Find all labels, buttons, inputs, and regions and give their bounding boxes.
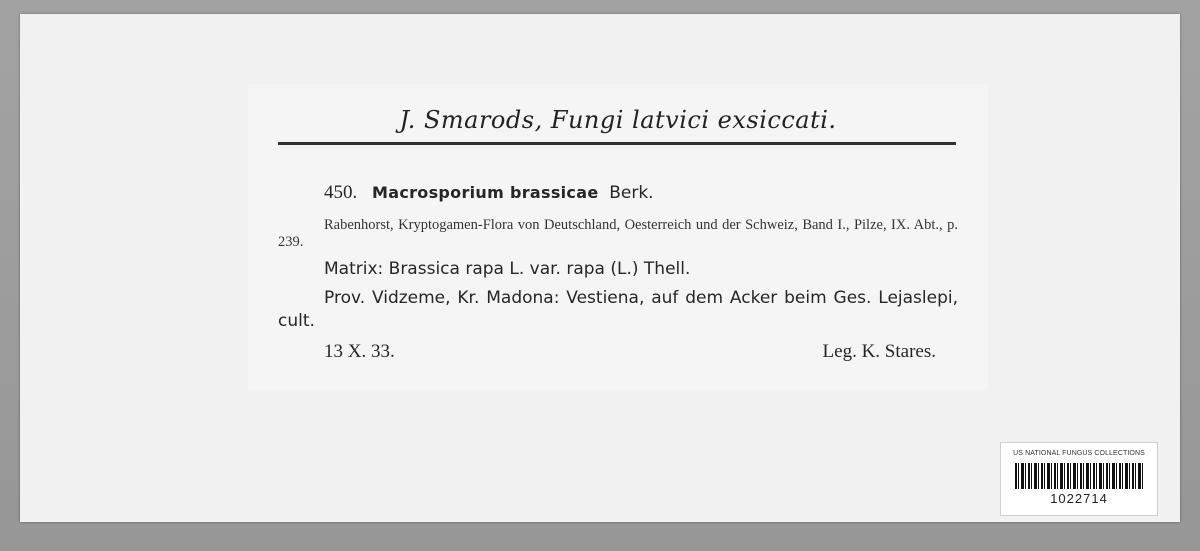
- collector-name: Leg. K. Stares.: [822, 341, 936, 362]
- barcode-number: 1022714: [1050, 491, 1108, 506]
- exsiccata-number: 450.: [324, 182, 358, 203]
- host-matrix: Matrix: Brassica rapa L. var. rapa (L.) Thell.: [324, 259, 691, 279]
- specimen-entry: [324, 182, 654, 204]
- collection-locality: Prov. Vidzeme, Kr. Madona: Vestiena, auf dem Acker beim Ges. Lejaslepi, cult.: [278, 288, 958, 331]
- barcode-organization: US NATIONAL FUNGUS COLLECTIONS: [1013, 450, 1145, 457]
- collection-date: 13 X. 33.: [324, 341, 395, 362]
- series-title: J. Smarods, Fungi latvici exsiccati.: [399, 106, 837, 134]
- specimen-label: [248, 84, 988, 389]
- title-rule: [278, 142, 956, 145]
- species-name: Macrosporium brassicae: [372, 183, 599, 202]
- barcode-icon: [1015, 463, 1143, 489]
- literature-reference: Rabenhorst, Kryptogamen-Flora von Deutschland, Oesterreich und der Schweiz, Band I., Pilze, IX. Abt., p. 239.: [278, 217, 958, 250]
- barcode-label: [1000, 442, 1158, 516]
- species-author: Berk.: [609, 183, 654, 203]
